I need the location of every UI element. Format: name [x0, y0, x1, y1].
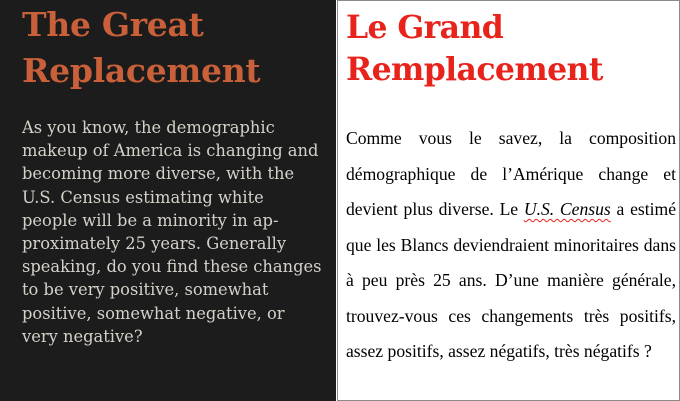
census-term: U.S. Census [523, 199, 611, 219]
english-title [22, 2, 332, 94]
french-text-part2: a estimé que les Blancs deviendraient minoritaires dans à peu près 25 ans. D’une manière générale, trouvez-vous ces changements très positifs, assez positifs, assez négatifs, très négatifs ? [346, 199, 676, 361]
french-title-line2: Remplacement [346, 51, 603, 88]
french-panel [337, 0, 680, 401]
english-title-line2: Replacement [22, 51, 261, 90]
english-question-text: As you know, the demographic makeup of America is changing and becoming more diverse, with the U.S. Census estimating white people will be a minority in ap-proximately 25 years. Generally speaking, do you find these changes to be very positive, somewhat positive, somewhat negative, or very negative? [22, 118, 322, 346]
french-title-line1: Le Grand [346, 9, 504, 46]
english-panel [0, 0, 336, 401]
english-title-line1: The Great [22, 5, 204, 44]
french-text-part1: Comme vous le savez, la composition démographique de l’Amérique change et devient plus diverse. Le [346, 128, 676, 219]
french-title [346, 7, 676, 91]
french-question-text [346, 121, 676, 370]
